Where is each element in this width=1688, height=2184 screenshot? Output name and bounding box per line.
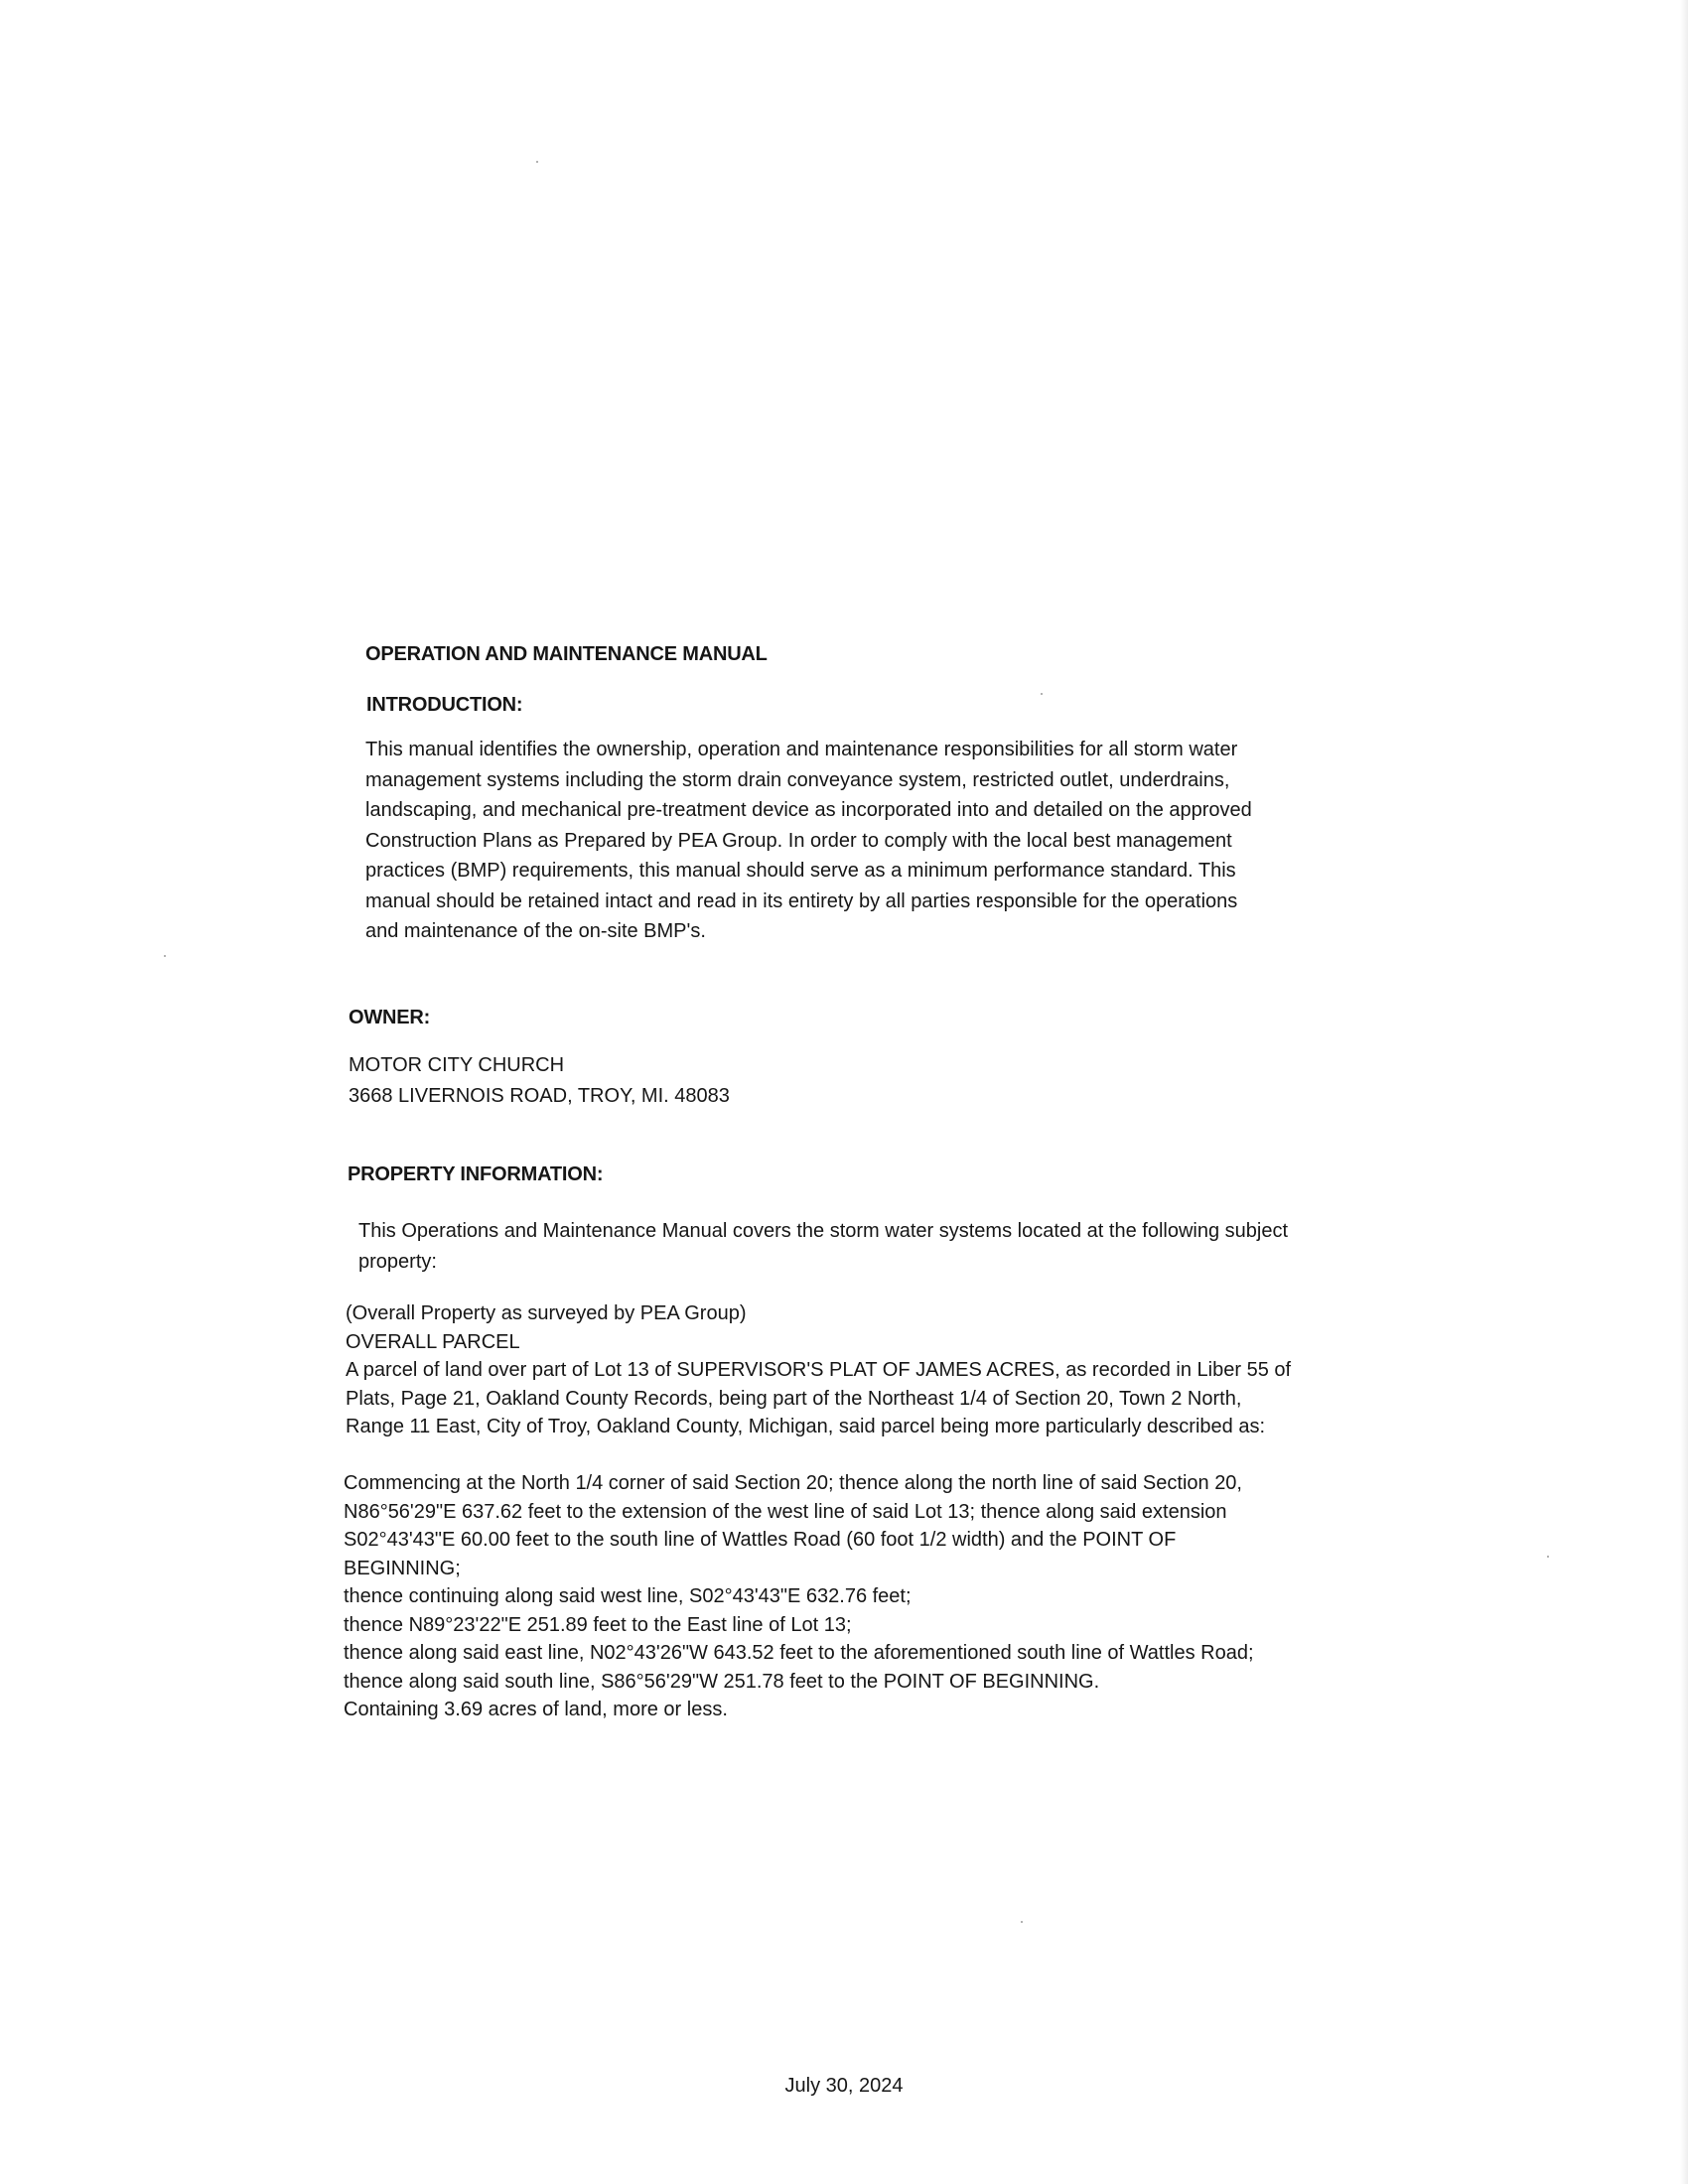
scan-speck bbox=[1021, 1921, 1023, 1923]
scan-speck bbox=[536, 161, 538, 163]
paragraph-line: Construction Plans as Prepared by PEA Group. In order to comply with the local best management bbox=[365, 829, 1232, 852]
paragraph-line: thence along said east line, N02°43'26"W 643.52 feet to the aforementioned south line of Wattles Road; bbox=[344, 1642, 1254, 1664]
owner-name: MOTOR CITY CHURCH bbox=[349, 1054, 565, 1076]
paragraph-line: BEGINNING; bbox=[344, 1557, 461, 1579]
paragraph-line: This manual identifies the ownership, operation and maintenance responsibilities for all storm water bbox=[365, 739, 1238, 760]
paragraph-line: practices (BMP) requirements, this manual should serve as a minimum performance standard. This bbox=[365, 860, 1236, 882]
owner-address: 3668 LIVERNOIS ROAD, TROY, MI. 48083 bbox=[349, 1084, 730, 1107]
paragraph-line: manual should be retained intact and read in its entirety by all parties responsible for the operations bbox=[365, 889, 1238, 912]
paragraph-line: Commencing at the North 1/4 corner of said Section 20; thence along the north line of said Section 20, bbox=[344, 1472, 1242, 1494]
owner-heading: OWNER: bbox=[349, 1007, 431, 1028]
scan-speck bbox=[1547, 1556, 1549, 1558]
paragraph-line: thence along said south line, S86°56'29"W 251.78 feet to the POINT OF BEGINNING. bbox=[344, 1670, 1100, 1693]
paragraph-line: Range 11 East, City of Troy, Oakland County, Michigan, said parcel being more particularly described as: bbox=[346, 1416, 1266, 1437]
property-intro bbox=[358, 1216, 1288, 1277]
paragraph-line: management systems including the storm drain conveyance system, restricted outlet, underdrains, bbox=[365, 768, 1230, 791]
paragraph-line: thence N89°23'22"E 251.89 feet to the East line of Lot 13; bbox=[344, 1613, 852, 1636]
paragraph-line: Containing 3.69 acres of land, more or less. bbox=[344, 1699, 728, 1720]
legal-description bbox=[344, 1469, 1254, 1724]
paragraph-line: This Operations and Maintenance Manual covers the storm water systems located at the following subject bbox=[358, 1220, 1289, 1242]
paragraph-line: A parcel of land over part of Lot 13 of SUPERVISOR'S PLAT OF JAMES ACRES, as recorded in Liber 55 of bbox=[346, 1359, 1292, 1381]
paragraph-line: and maintenance of the on-site BMP's. bbox=[365, 920, 706, 942]
property-heading: PROPERTY INFORMATION: bbox=[348, 1163, 604, 1185]
paragraph-line: landscaping, and mechanical pre-treatment device as incorporated into and detailed on the approved bbox=[365, 799, 1252, 821]
paragraph-line: OVERALL PARCEL bbox=[346, 1330, 520, 1353]
scan-speck bbox=[164, 955, 166, 957]
paragraph-line: Plats, Page 21, Oakland County Records, being part of the Northeast 1/4 of Section 20, Town 2 North, bbox=[346, 1387, 1242, 1410]
paragraph-line: thence continuing along said west line, S02°43'43"E 632.76 feet; bbox=[344, 1585, 912, 1607]
parcel-block bbox=[346, 1299, 1291, 1441]
footer-date: July 30, 2024 bbox=[784, 2075, 904, 2097]
introduction-heading: INTRODUCTION: bbox=[366, 694, 523, 716]
introduction-paragraph bbox=[365, 735, 1252, 947]
document-title: OPERATION AND MAINTENANCE MANUAL bbox=[365, 643, 768, 665]
paragraph-line: S02°43'43"E 60.00 feet to the south line of Wattles Road (60 foot 1/2 width) and the POINT OF bbox=[344, 1529, 1177, 1551]
scan-speck bbox=[1041, 693, 1043, 695]
paragraph-line: N86°56'29"E 637.62 feet to the extension of the west line of said Lot 13; thence along said extension bbox=[344, 1500, 1227, 1523]
scan-edge-shadow bbox=[1680, 0, 1688, 2184]
paragraph-line: (Overall Property as surveyed by PEA Group) bbox=[346, 1302, 747, 1324]
owner-block bbox=[349, 1050, 730, 1111]
paragraph-line: property: bbox=[358, 1250, 437, 1273]
